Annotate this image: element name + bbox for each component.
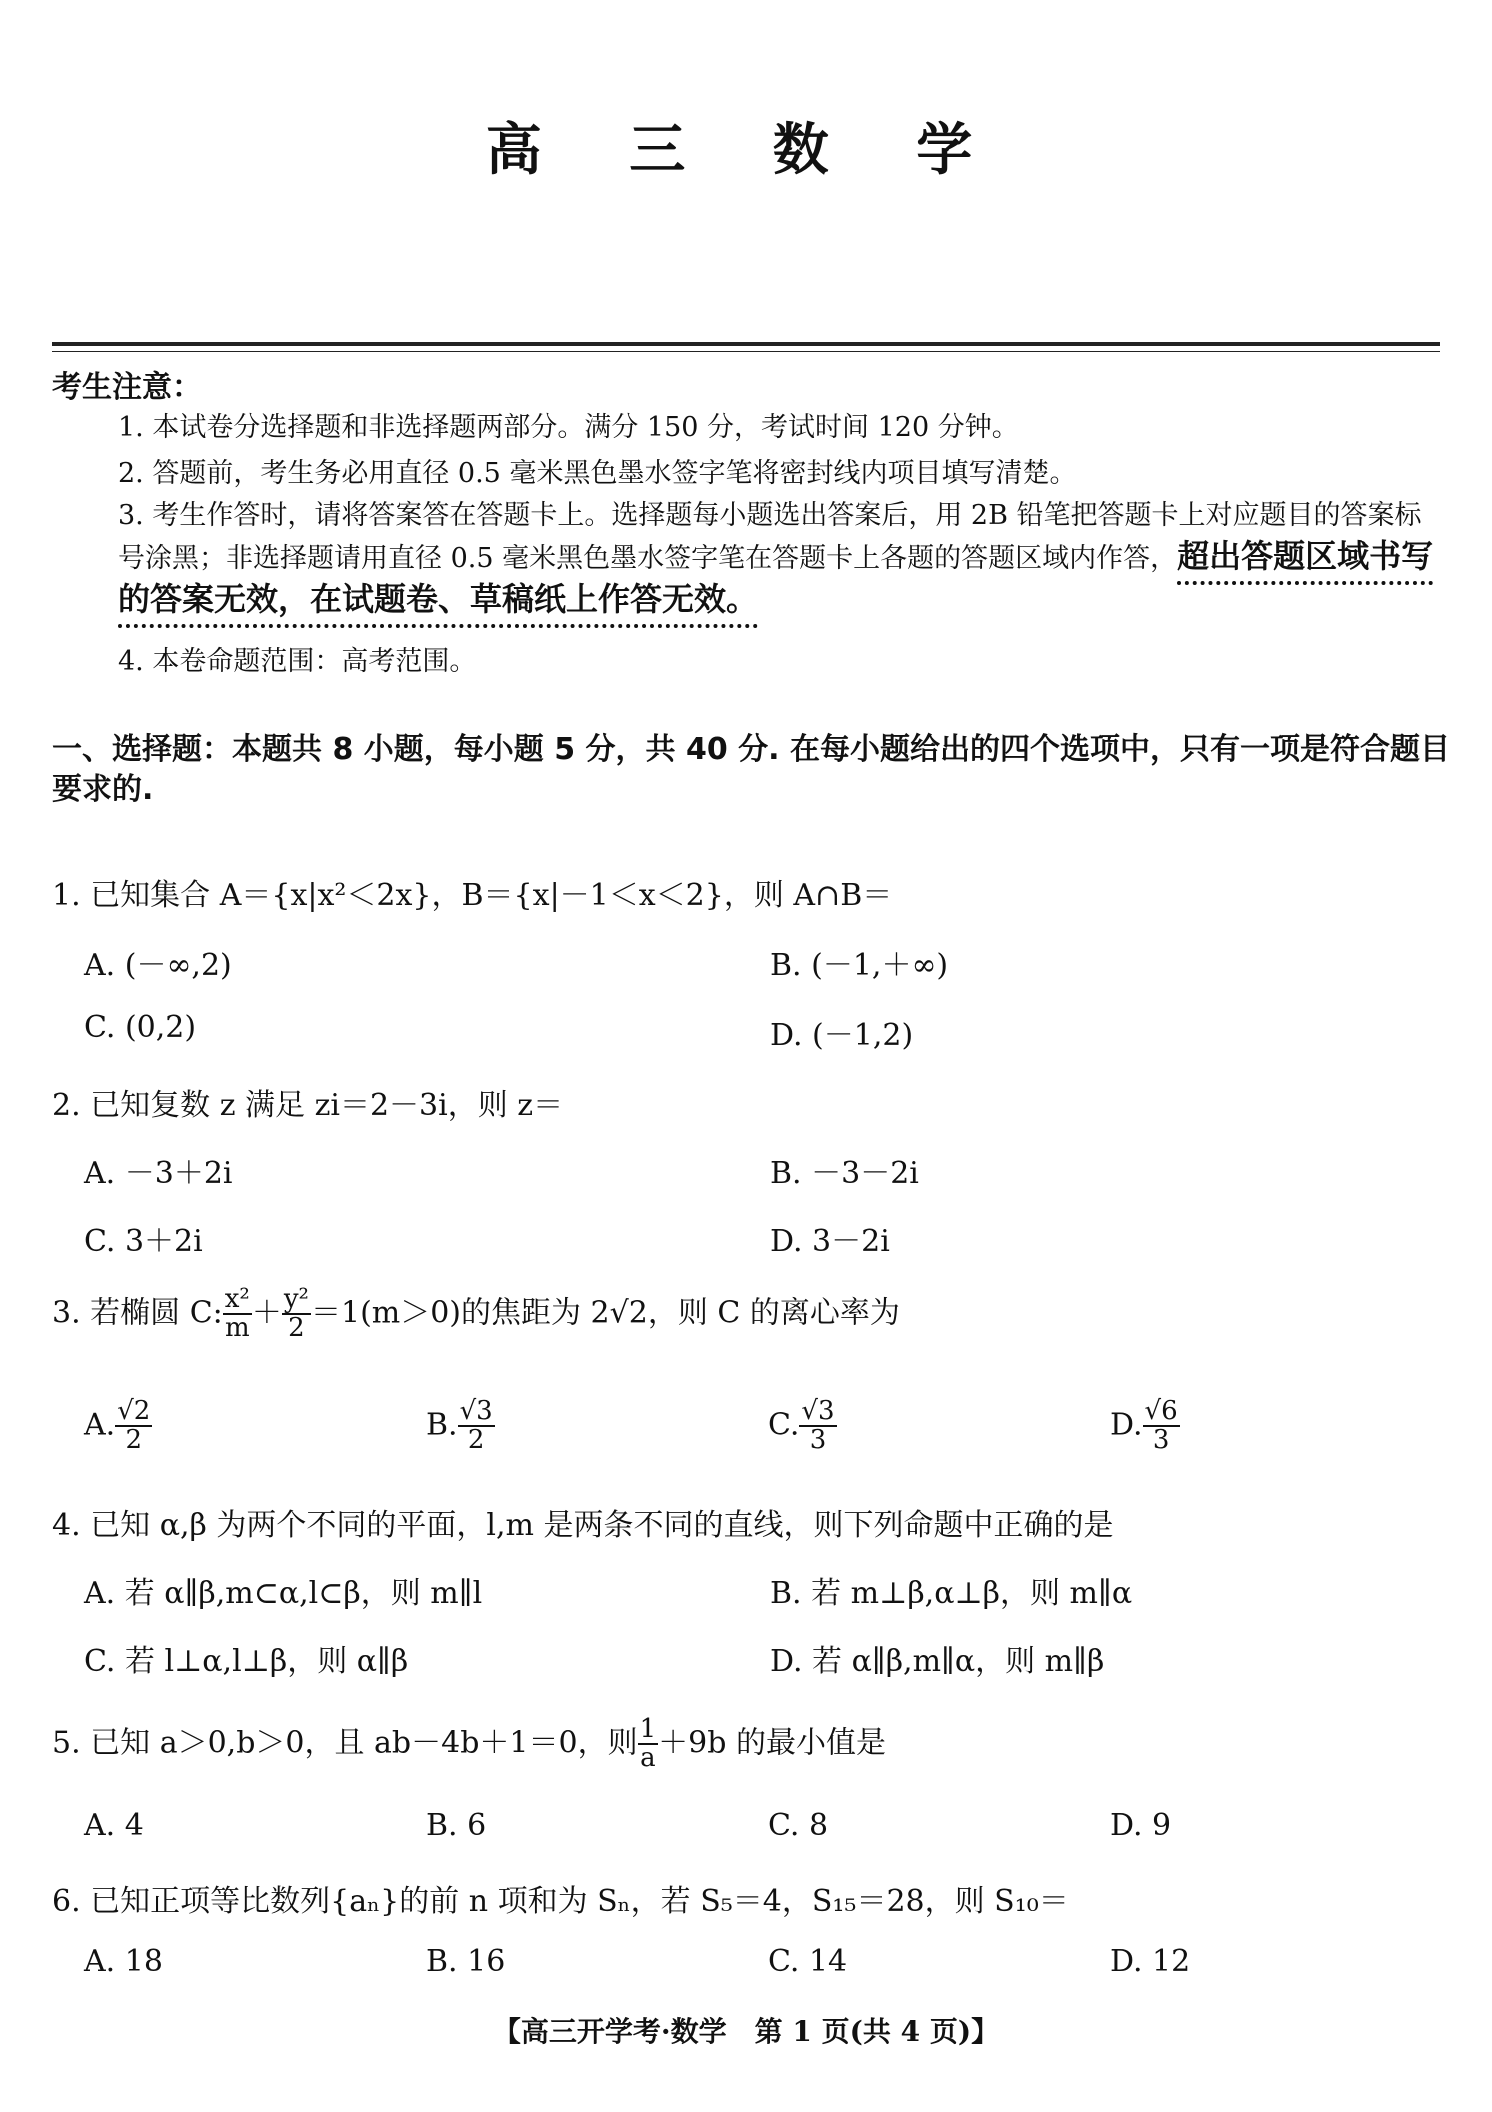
question-2-stem: 2. 已知复数 z 满足 zi＝2－3i，则 z＝ [52, 1088, 564, 1123]
q5-stem-b: ＋9b 的最小值是 [658, 1725, 886, 1761]
q3-option-a [84, 1398, 152, 1455]
q2-option-b: B. －3－2i [770, 1156, 919, 1191]
q6-option-b: B. 16 [426, 1944, 506, 1979]
notice-item-2: 2. 答题前，考生务必用直径 0.5 毫米黑色墨水签字笔将密封线内项目填写清楚。 [118, 458, 1077, 489]
q3-option-b [426, 1398, 495, 1455]
header-rule-thin [52, 351, 1440, 352]
q3-option-b-den: 2 [467, 1425, 485, 1456]
q4-option-d: D. 若 α∥β,m∥α，则 m∥β [770, 1644, 1105, 1679]
q5-frac-num: 1 [639, 1714, 657, 1744]
q3-option-c-num: √3 [801, 1396, 835, 1426]
q5-frac-den: a [640, 1743, 656, 1774]
q3-option-b-label: B. [426, 1407, 458, 1443]
page-title: 高 三 数 学 [485, 117, 1007, 183]
q5-option-c: C. 8 [768, 1808, 829, 1843]
q2-option-d: D. 3－2i [770, 1224, 890, 1259]
q3-option-d [1110, 1398, 1180, 1455]
q1-option-b: B. (－1,＋∞) [770, 948, 949, 983]
question-5-stem [52, 1716, 886, 1773]
q3-option-b-num: √3 [459, 1396, 493, 1426]
q1-option-d: D. (－1,2) [770, 1018, 914, 1053]
q4-option-a: A. 若 α∥β,m⊂α,l⊂β，则 m∥l [84, 1576, 483, 1611]
notice-item-1: 1. 本试卷分选择题和非选择题两部分。满分 150 分，考试时间 120 分钟。 [118, 412, 1019, 443]
question-4-stem: 4. 已知 α,β 为两个不同的平面，l,m 是两条不同的直线，则下列命题中正确的是 [52, 1508, 1114, 1543]
q3-stem-a: 3. 若椭圆 C: [52, 1295, 223, 1331]
q5-option-a: A. 4 [84, 1808, 144, 1843]
q3-option-c [768, 1398, 837, 1455]
section-heading: 一、选择题：本题共 8 小题，每小题 5 分，共 40 分. 在每小题给出的四个选项中，只有一项是符合题目要求的. [52, 732, 1451, 807]
header-rule-thick [52, 342, 1440, 346]
q3-option-a-label: A. [84, 1407, 116, 1443]
q3-option-c-den: 3 [809, 1425, 827, 1456]
q6-option-a: A. 18 [84, 1944, 163, 1979]
question-6-stem: 6. 已知正项等比数列{aₙ}的前 n 项和为 Sₙ，若 S₅＝4，S₁₅＝28，则 S₁₀＝ [52, 1884, 1069, 1919]
q3-option-d-label: D. [1110, 1407, 1143, 1443]
notice-item-3-text: 3. 考生作答时，请将答案答在答题卡上。选择题每小题选出答案后，用 2B 铅笔把答题卡上对应题目的答案标号涂黑；非选择题请用直径 0.5 毫米黑色墨水签字笔在答题卡上各题的答题区域内作答， [118, 500, 1422, 574]
q3-frac-1-den: m [224, 1313, 250, 1344]
q5-stem-a: 5. 已知 a＞0,b＞0，且 ab－4b＋1＝0，则 [52, 1725, 638, 1761]
q3-option-c-label: C. [768, 1407, 800, 1443]
q3-option-d-num: √6 [1144, 1396, 1178, 1426]
q6-option-c: C. 14 [768, 1944, 848, 1979]
q3-frac-1-num: x² [224, 1284, 250, 1314]
q5-frac [638, 1716, 659, 1773]
q3-option-a-den: 2 [125, 1425, 143, 1456]
q5-option-d: D. 9 [1110, 1808, 1172, 1843]
q3-frac-2-num: y² [283, 1284, 309, 1314]
q1-option-a: A. (－∞,2) [84, 948, 232, 983]
page-footer: 【高三开学考·数学 第 1 页(共 4 页)】 [492, 2015, 1000, 2048]
q2-option-a: A. －3＋2i [84, 1156, 233, 1191]
q4-option-b: B. 若 m⊥β,α⊥β，则 m∥α [770, 1576, 1133, 1611]
question-3-stem: 3. 若椭圆 C: $\frac{\text{x²}}{m}$ ＋ $\frac{\text{y²}}{2}$ ＝1(m＞0)的焦距为 2√2，则 C 的离心率为 [52, 1284, 900, 1344]
question-1-stem: 1. 已知集合 A＝{x|x²＜2x}，B＝{x|－1＜x＜2}，则 A∩B＝ [52, 878, 893, 913]
q5-option-b: B. 6 [426, 1808, 487, 1843]
notice-emphasis: 超出答题区域书写的答案无效，在试题卷、草稿纸上作答无效。 [118, 537, 1433, 628]
notice-item-4: 4. 本卷命题范围：高考范围。 [118, 646, 477, 677]
notice-item-3 [118, 496, 1438, 622]
q3-frac-2 [282, 1286, 311, 1343]
q3-option-d-den: 3 [1152, 1425, 1170, 1456]
q3-option-a-num: √2 [117, 1396, 151, 1426]
notice-heading: 考生注意： [52, 370, 202, 405]
q1-option-c: C. (0,2) [84, 1010, 197, 1045]
q4-option-c: C. 若 l⊥α,l⊥β，则 α∥β [84, 1644, 409, 1679]
q2-option-c: C. 3＋2i [84, 1224, 203, 1259]
q3-stem-b: ＝1(m＞0)的焦距为 2√2，则 C 的离心率为 [310, 1295, 900, 1331]
q6-option-d: D. 12 [1110, 1944, 1191, 1979]
q3-frac-1 [223, 1286, 252, 1343]
q3-frac-2-den: 2 [288, 1313, 305, 1344]
